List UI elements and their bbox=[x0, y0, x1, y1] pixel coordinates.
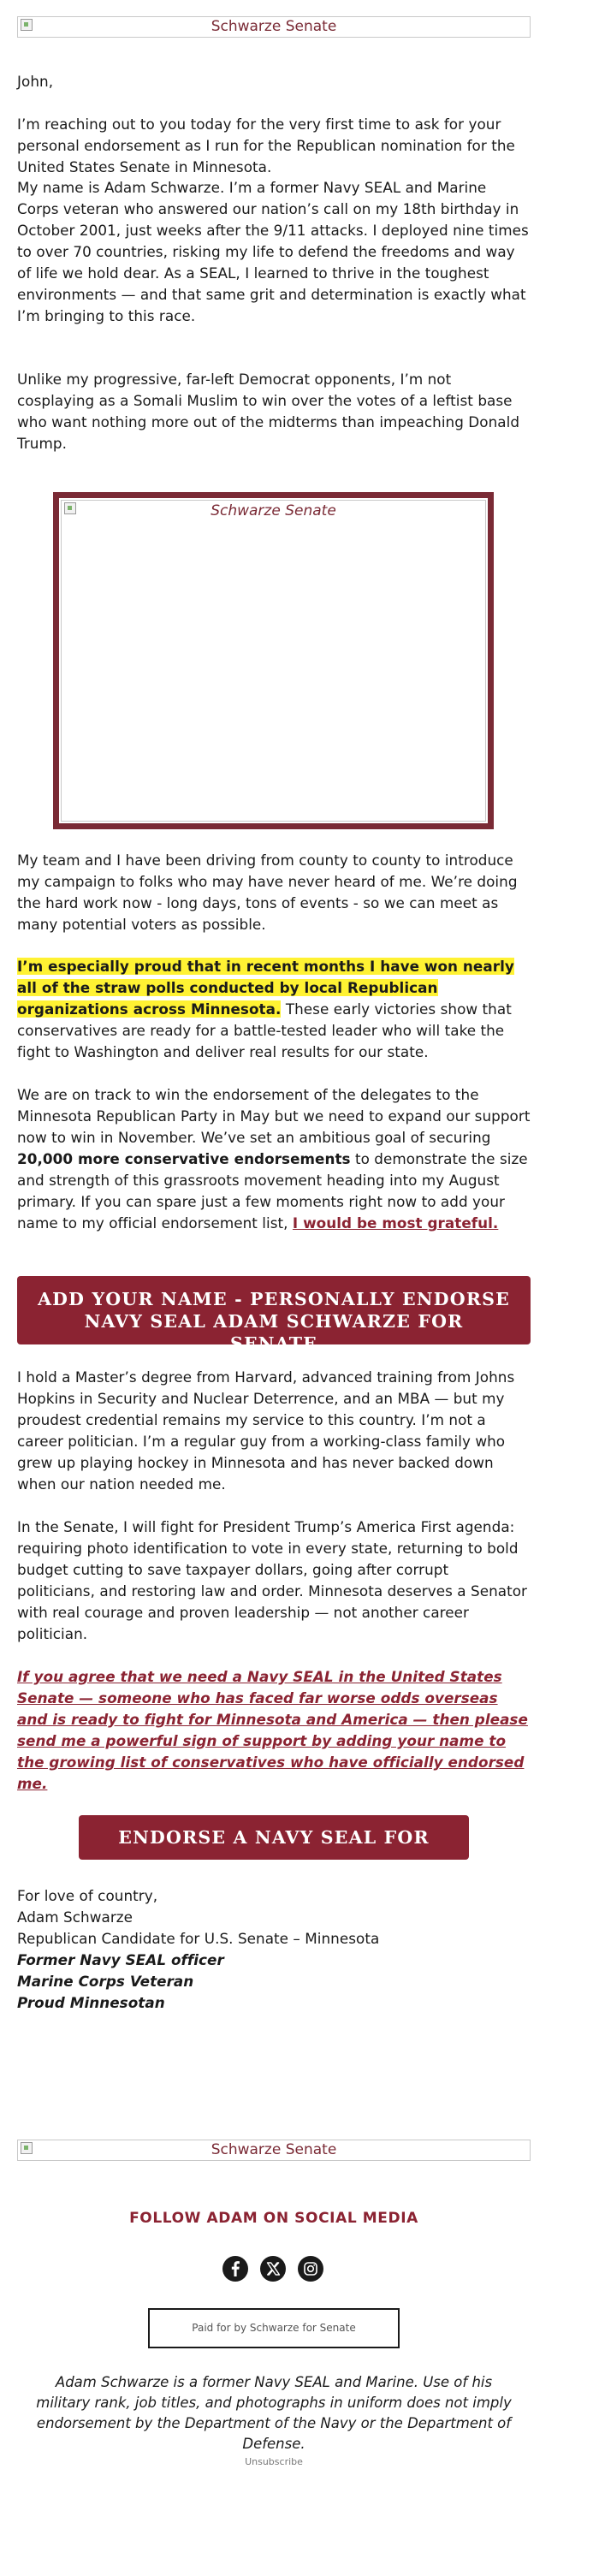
signature-role: Republican Candidate for U.S. Senate – Minnesota bbox=[17, 1930, 380, 1947]
paid-for-box bbox=[148, 2308, 400, 2348]
credential-1: Former Navy SEAL officer bbox=[17, 1951, 224, 1968]
greeting: John, bbox=[17, 73, 54, 90]
paragraph-straw-polls bbox=[17, 956, 531, 1063]
straw-polls-highlight: I’m especially proud that in recent months I have won nearly all of the straw polls conducted by local Republican organizations across Minnesota. bbox=[17, 958, 514, 1018]
broken-image-icon bbox=[21, 19, 33, 31]
endorse-secondary-label: ENDORSE A NAVY SEAL FOR SENATE bbox=[118, 1827, 430, 1892]
credential-2: Marine Corps Veteran bbox=[17, 1973, 194, 1990]
unsubscribe-link[interactable]: Unsubscribe bbox=[245, 2456, 303, 2467]
paragraph-opponents: Unlike my progressive, far-left Democrat opponents, I’m not cosplaying as a Somali Muslim to win over the votes of a leftist base who want nothing more out of the midterms than impeaching Donald Trump. bbox=[17, 371, 520, 452]
hero-image-alt: Schwarze Senate bbox=[211, 502, 336, 519]
paragraph-goal: We are on track to win the endorsement of the delegates to the Minnesota Republican Party in May but we need to expand our support now to win in November. We’ve set an ambitious goal of securing 20,000 more conservative endorsements to demonstrate the size and strength of this grassroots movement heading into my August primary. If you can spare just a few moments right now to add your name to my official endorsement list, I would be most grateful. bbox=[17, 1086, 531, 1232]
endorse-secondary-button[interactable] bbox=[79, 1815, 469, 1892]
footer-logo[interactable] bbox=[17, 2140, 531, 2161]
hero-image bbox=[61, 500, 486, 822]
straw-polls-rest: These early victories show that conservatives are ready for a battle-tested leader who will take the fight to Washington and deliver real results for our state. bbox=[17, 1000, 512, 1060]
paragraph-bio: My name is Adam Schwarze. I’m a former Navy SEAL and Marine Corps veteran who answered our nation’s call on my 18th birthday in October 2001, just weeks after the 9/11 attacks. I deployed nine times to over 70 countries, risking my life to defend the freedoms and way of life we hold dear. As a SEAL, I learned to thrive in the toughest environments — and that same grit and determination is exactly what I’m bringing to this race. bbox=[17, 179, 529, 324]
signature-name: Adam Schwarze bbox=[17, 1908, 133, 1926]
grateful-link[interactable]: I would be most grateful. bbox=[292, 1214, 499, 1232]
paid-for-text: Paid for by Schwarze for Senate bbox=[192, 2322, 356, 2334]
broken-image-icon bbox=[64, 502, 76, 514]
endorse-primary-label: ADD YOUR NAME - PERSONALLY ENDORSE NAVY SEAL ADAM SCHWARZE FOR SENATE bbox=[38, 1289, 510, 1354]
signature-block bbox=[17, 1885, 531, 2014]
endorse-text-link[interactable]: If you agree that we need a Navy SEAL in the United States Senate — someone who has faced far worse odds overseas and is ready to fight for Minnesota and America — then please send me a powerful sign of support by adding your name to the growing list of conservatives who have officially endorsed me. bbox=[17, 1668, 528, 1792]
header-logo[interactable] bbox=[17, 16, 531, 38]
disclaimer: Adam Schwarze is a former Navy SEAL and Marine. Use of his military rank, job titles, and photographs in uniform does not imply endorsement by the Department of the Navy or the Department of Defense. bbox=[36, 2374, 512, 2452]
x-icon[interactable] bbox=[260, 2256, 286, 2282]
paragraph-call-to-action bbox=[17, 1666, 531, 1795]
broken-image-icon bbox=[21, 2142, 33, 2154]
facebook-icon[interactable] bbox=[222, 2256, 248, 2282]
credential-3: Proud Minnesotan bbox=[17, 1994, 165, 2011]
endorse-primary-button[interactable] bbox=[17, 1276, 531, 1354]
paragraph-intro: I’m reaching out to you today for the very first time to ask for your personal endorsement as I run for the Republican nomination for the United States Senate in Minnesota. bbox=[17, 116, 515, 175]
paragraph-credentials: I hold a Master’s degree from Harvard, advanced training from Johns Hopkins in Security and Nuclear Deterrence, and an MBA — but my proudest credential remains my service to this country. I’m not a career politician. I’m a regular guy from a working-class family who grew up playing hockey in Minnesota and has never backed down when our nation needed me. bbox=[17, 1368, 515, 1493]
paragraph-campaign: My team and I have been driving from county to county to introduce my campaign to folks who may have never heard of me. We’re doing the hard work now - long days, tons of events - so we can meet as many potential voters as possible. bbox=[17, 852, 518, 933]
social-icons bbox=[222, 2256, 325, 2285]
hero-image-frame bbox=[53, 492, 494, 829]
signature-closing: For love of country, bbox=[17, 1887, 158, 1904]
paragraph-agenda: In the Senate, I will fight for President Trump’s America First agenda: requiring photo identification to vote in every state, returning to bold budget cutting to save taxpayer dollars, going after corrupt politicians, and restoring law and order. Minnesota deserves a Senator with real courage and proven leadership — not another career politician. bbox=[17, 1518, 528, 1642]
goal-bold: 20,000 more conservative endorsements bbox=[17, 1150, 351, 1167]
instagram-icon[interactable] bbox=[298, 2256, 323, 2282]
header-logo-alt: Schwarze Senate bbox=[211, 18, 337, 35]
follow-heading: FOLLOW ADAM ON SOCIAL MEDIA bbox=[129, 2210, 418, 2227]
footer-logo-alt: Schwarze Senate bbox=[211, 2141, 337, 2158]
